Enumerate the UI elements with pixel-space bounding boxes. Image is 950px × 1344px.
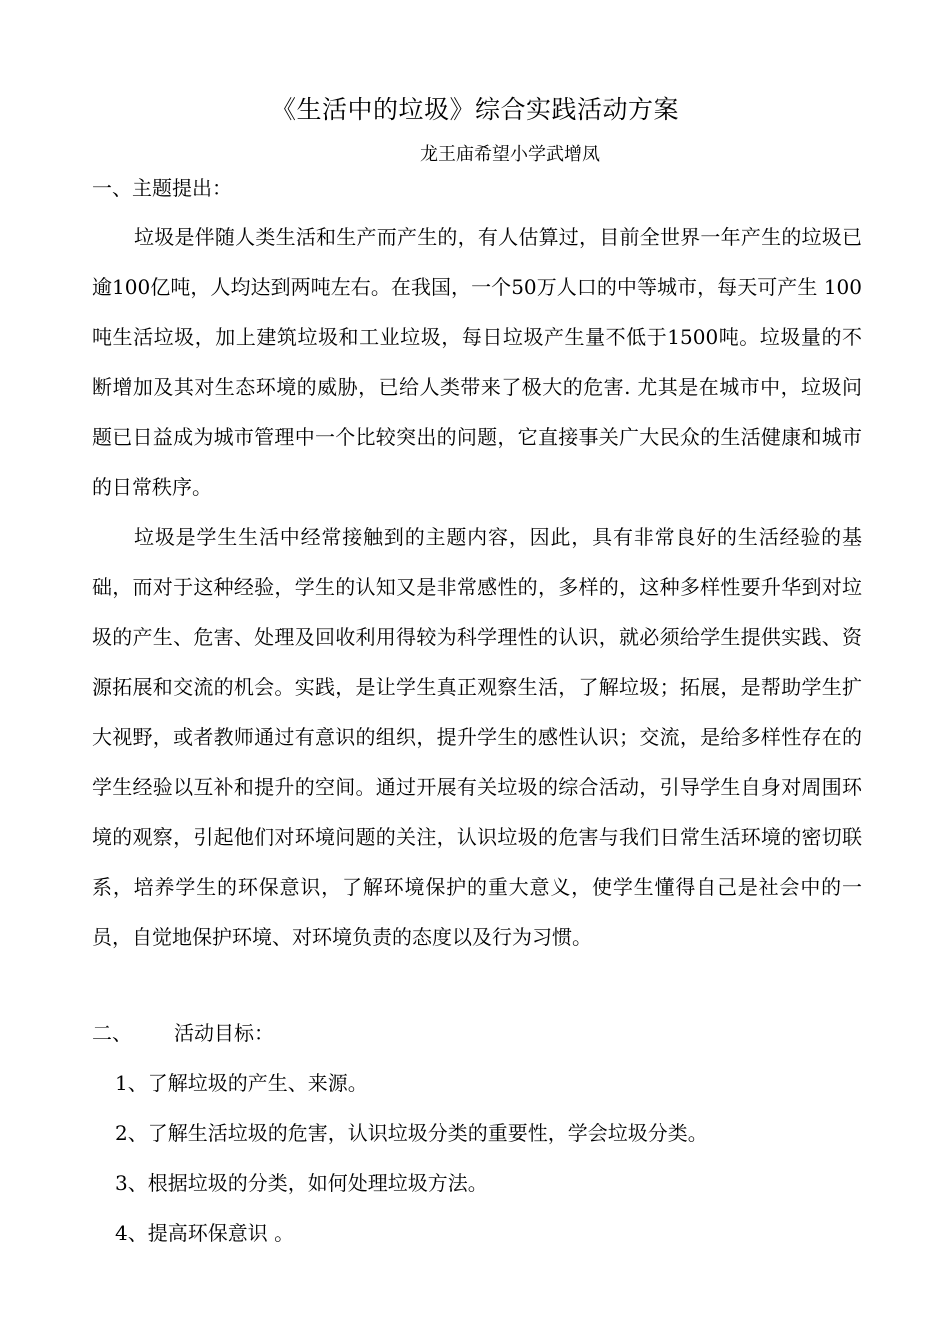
section-heading-goals: [92, 1018, 274, 1048]
section-heading-topic: 一、主题提出：: [92, 176, 232, 200]
section-heading-text: 活动目标：: [174, 1021, 274, 1045]
document-title: 《生活中的垃圾》综合实践活动方案: [270, 95, 679, 124]
section-heading-number: 二、: [92, 1021, 132, 1045]
paragraph-rationale: 垃圾是学生生活中经常接触到的主题内容，因此，具有非常良好的生活经验的基础，而对于这种经验，学生的认知又是非常感性的，多样的，这种多样性要升华到对垃圾的产生、危害、处理及回收利用得较为科学理性的认识，就必须给学生提供实践、资源拓展和交流的机会。实践，是让学生真正观察生活，了解垃圾；拓展，是帮助学生扩大视野，或者教师通过有意识的组织，提升学生的感性认识；交流，是给多样性存在的学生经验以互补和提升的空间。通过开展有关垃圾的综合活动，引导学生自身对周围环境的观察，引起他们对环境问题的关注，认识垃圾的危害与我们日常生活环境的密切联系，培养学生的环保意识，了解环境保护的重大意义，使学生懂得自己是社会中的一员，自觉地保护环境、对环境负责的态度以及行为习惯。: [92, 525, 862, 949]
goals-list: [115, 1058, 708, 1258]
document-author: 龙王庙希望小学武增凤: [420, 144, 600, 165]
goal-item: 3、根据垃圾的分类，如何处理垃圾方法。: [115, 1171, 488, 1195]
paragraph-background: 垃圾是伴随人类生活和生产而产生的，有人估算过，目前全世界一年产生的垃圾已逾100亿吨，人均达到两吨左右。在我国，一个50万人口的中等城市，每天可产生 100 吨生活垃圾，加上建筑垃圾和工业垃圾，每日垃圾产生量不低于1500吨。垃圾量的不断增加及其对生态环境的威胁，已给人类带来了极大的危害. 尤其是在城市中，垃圾问题已日益成为城市管理中一个比较突出的问题，它直接事关广大民众的生活健康和城市的日常秩序。: [92, 225, 862, 499]
goal-item: 2、了解生活垃圾的危害，认识垃圾分类的重要性，学会垃圾分类。: [115, 1121, 708, 1145]
goal-item: 4、提高环保意识 。: [115, 1221, 295, 1245]
goal-item: 1、了解垃圾的产生、来源。: [115, 1071, 368, 1095]
